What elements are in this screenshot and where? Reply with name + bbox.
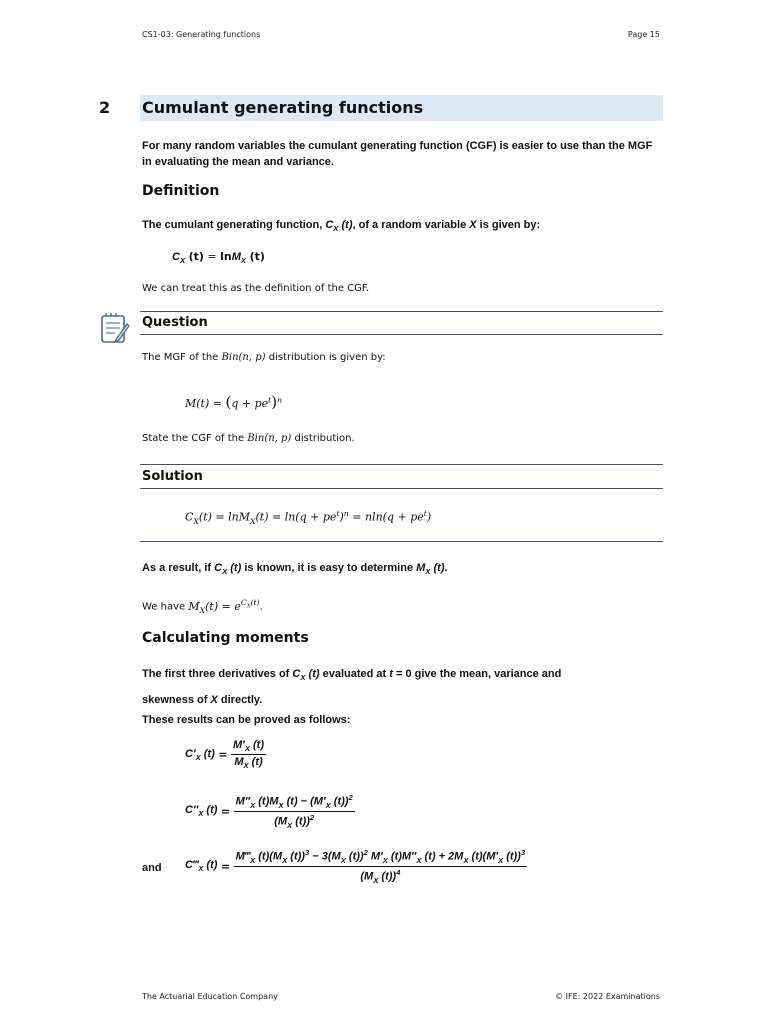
footer-publisher: The Actuarial Education Company — [142, 992, 278, 1001]
moments-text-e: directly. — [220, 694, 263, 707]
moments-text-c: give the mean, variance and — [414, 668, 562, 680]
intro-paragraph: For many random variables the cumulant generating function (CGF) is easier to use than the MGF in evaluating the mean and variance. — [142, 140, 653, 168]
definition-text-b: , of a random variable — [352, 219, 467, 231]
running-header-title: CS1-03: Generating functions — [142, 30, 261, 39]
first-derivative-formula: $C'_X$ (t) = $\frac{M'_X (t)}{M_X (t)}$ — [185, 739, 264, 771]
definition-statement: The cumulant generating function, $C_X$ (t), of a random variable X is given by: — [142, 219, 541, 234]
moments-proof-intro: These results can be proved as follows: — [142, 714, 351, 726]
definition-formula: $C_X$ (t) = lnM$_X$ (t) — [172, 250, 265, 266]
question-text-d: distribution. — [294, 433, 355, 444]
result-statement: As a result, if $C_X$ (t) is known, it is easy to determine $M_X$ (t). — [142, 562, 448, 577]
third-derivative-formula: $C‴_X$ (t) = $M‴_X$ $(t)(M_X$ $(t))^3 - 3(M_X$ (t))$^2$ $M'_X$ $(t)M''_X$ $(t) + 2M_X$ $(t)(M'_X$ (t))$^3$ ($M_X$ (t))$^4$ — [185, 848, 526, 885]
definition-note: We can treat this as the definition of the CGF. — [142, 283, 370, 294]
moments-text-d: skewness of — [142, 694, 208, 707]
definition-text-a: The cumulant generating function, — [142, 219, 323, 231]
solution-formula: $C_X(t) = \ln M_X(t) = \ln(q + pe^t)^n = nln(q + pe^t)$ — [185, 509, 432, 526]
solution-rule-top — [140, 464, 663, 465]
solution-rule-bottom — [140, 541, 663, 542]
moments-paragraph: The first three derivatives of $C_X$ (t) evaluated at t = 0 give the mean, variance and skewness of X directly. — [142, 668, 562, 707]
definition-text-c: is given by: — [479, 219, 541, 231]
result-text-b: is known, it is easy to determine — [244, 562, 414, 574]
moments-heading: Calculating moments — [142, 630, 309, 646]
question-text-b: distribution is given by: — [268, 352, 386, 363]
result-text-c: We have — [142, 601, 186, 613]
question-distribution-2: Bin(n, p) — [247, 433, 292, 444]
and-label: and — [142, 862, 162, 874]
moments-text-b: evaluated at — [322, 668, 387, 680]
question-line-1 — [142, 352, 386, 363]
question-line-2 — [142, 433, 355, 444]
question-rule-top — [140, 311, 663, 312]
moments-text-a: The first three derivatives of — [142, 668, 290, 680]
footer-copyright: © IFE: 2022 Examinations — [555, 992, 660, 1001]
question-text-c: State the CGF of the — [142, 433, 245, 444]
question-rule-bottom — [140, 334, 663, 335]
solution-rule-middle — [140, 488, 663, 489]
section-number: 2 — [99, 98, 111, 117]
question-notepad-icon — [98, 312, 132, 346]
solution-title: Solution — [142, 469, 203, 484]
definition-heading: Definition — [142, 183, 220, 199]
question-title: Question — [142, 315, 208, 330]
mgf-formula: $M(t) = (q + pe^t)^n$ — [185, 393, 283, 411]
result-text-a: As a result, if — [142, 562, 212, 574]
result-relation: We have $M_X(t) = e^{C_X(t)}$. — [142, 598, 263, 615]
second-derivative-formula: $C''_X$ (t) = $\frac{M''_X (t)M_X (t) - (M'_X (t))^2}{(M_X (t))^2}$ — [185, 793, 353, 830]
question-distribution: Bin(n, p) — [221, 352, 266, 363]
question-text-a: The MGF of the — [142, 352, 219, 363]
section-title: Cumulant generating functions — [142, 98, 424, 117]
page-number: Page 15 — [627, 30, 660, 39]
